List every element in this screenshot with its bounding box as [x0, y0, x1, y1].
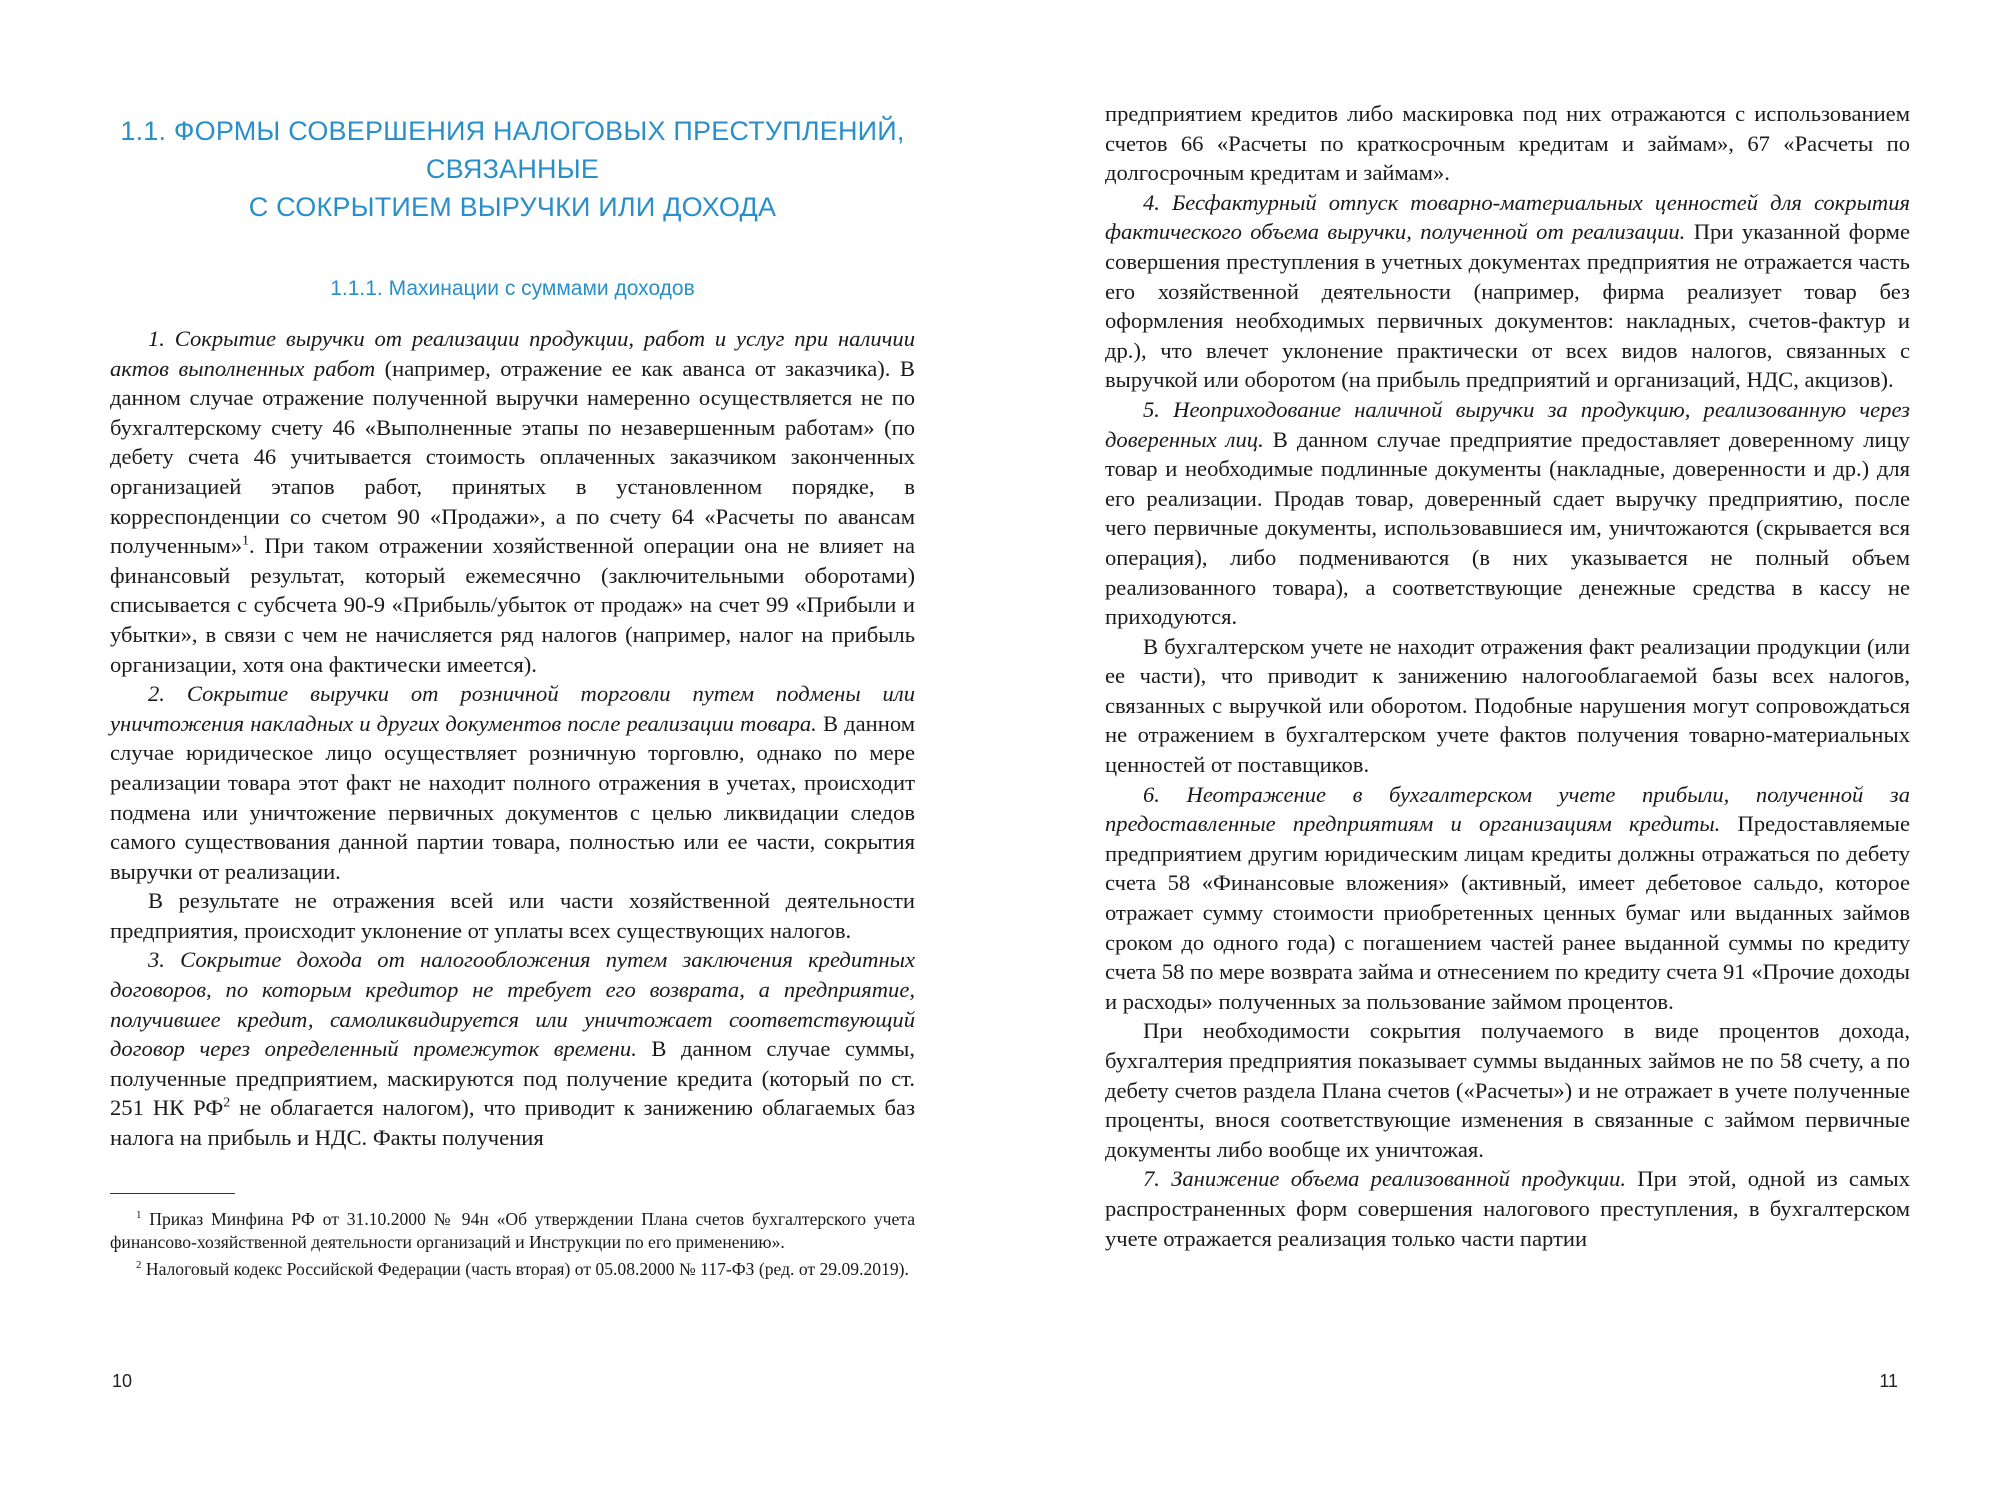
footnote-1-number: 1 [136, 1208, 142, 1221]
chapter-title [110, 112, 915, 226]
footnote-1 [110, 1208, 915, 1254]
chapter-title-line1: 1.1. ФОРМЫ СОВЕРШЕНИЯ НАЛОГОВЫХ ПРЕСТУПЛЕНИЙ, СВЯЗАННЫЕ [120, 116, 905, 184]
paragraph-10 [1105, 1164, 1910, 1253]
paragraph-4-text-a: В данном случае суммы, полученные предприятием, маскируются под получение кредита (который по ст. 251 НК РФ [110, 1036, 915, 1121]
right-body-text [1105, 99, 1910, 1253]
paragraph-1-heading: 1. Сокрытие выручки от реализации продукции, работ и услуг при наличии актов выполненных работ [110, 326, 915, 381]
paragraph-5-text: При указанной форме совершения преступления в учетных документах предприятия не отражается часть его хозяйственной деятельности (например, фирма реализует товар без оформления необходимых первичных документов: накладных, счетов-фактур и др.), что влечет уклонение практически от всех видов налогов, связанных с выручкой или оборотом (на прибыль предприятий и организаций, НДС, акцизов). [1105, 219, 1910, 393]
footnote-2-text: Налоговый кодекс Российской Федерации (часть вторая) от 05.08.2000 № 117-ФЗ (ред. от 29.09.2019). [145, 1258, 909, 1279]
paragraph-8 [1105, 780, 1910, 1017]
paragraph-2-heading: 2. Сокрытие выручки от розничной торговли путем подмены или уничтожения накладных и других документов после реализации товара. [110, 681, 915, 736]
paragraph-5 [1105, 188, 1910, 395]
paragraph-4 [110, 945, 915, 1152]
paragraph-continued: предприятием кредитов либо маскировка под них отражаются с использованием счетов 66 «Расчеты по краткосрочным кредитам и займам», 67 «Расчеты по долгосрочным кредитам и займам». [1105, 101, 1910, 186]
paragraph-10-text: При этой, одной из самых распространенных форм совершения налогового преступления, в бухгалтерском учете отражается реализация только части партии [1105, 1166, 1911, 1251]
paragraph-10-heading: 7. Занижение объема реализованной продукции. [1143, 1166, 1627, 1192]
paragraph-3: В результате не отражения всей или части хозяйственной деятельности предприятия, происходит уклонение от уплаты всех существующих налогов. [110, 888, 915, 943]
paragraph-6 [1105, 395, 1910, 632]
paragraph-8-heading: 6. Неотражение в бухгалтерском учете прибыли, полученной за предоставленные предприятиям и организациям кредиты. [1105, 781, 1910, 837]
footnote-2 [110, 1258, 915, 1281]
page-number-left: 10 [112, 1371, 133, 1391]
footnote-2-marker: 2 [223, 1095, 231, 1111]
paragraph-4-heading: 3. Сокрытие дохода от налогообложения путем заключения кредитных договоров, по которым кредитор не требует его возврата, а предприятие, получившее кредит, самоликвидируется или уничтожает соответствующий договор через определенный промежуток времени. [110, 947, 915, 1062]
footnote-divider [110, 1193, 235, 1194]
footnote-1-text: Приказ Минфина РФ от 31.10.2000 № 94н «Об утверждении Плана счетов бухгалтерского учета финансово-хозяйственной деятельности организаций и Инструкции по его применению». [110, 1208, 916, 1252]
footnote-1-marker: 1 [242, 533, 250, 549]
paragraph-2 [110, 679, 915, 886]
paragraph-7: В бухгалтерском учете не находит отражения факт реализации продукции (или ее части), что приводит к занижению налогооблагаемой базы всех налогов, связанных с выручкой или оборотом. Подобные нарушения могут сопровождаться не отражением в бухгалтерском учете фактов получения товарно-материальных ценностей от поставщиков. [1105, 633, 1910, 778]
left-body-text [110, 324, 915, 1153]
section-title: 1.1.1. Махинации с суммами доходов [330, 277, 695, 300]
paragraph-1-text-a: (например, отражение ее как аванса от заказчика). В данном случае отражение полученной выручки намеренно осуществляется не по бухгалтерскому счету 46 «Выполненные этапы по незавершенным работам» (по дебету счета 46 учитывается стоимость оплаченных заказчиком законченных организацией этапов работ, принятых в установленном порядке, в корреспонденции со счетом 90 «Продажи», а по счету 64 «Расчеты по авансам полученным» [110, 355, 915, 559]
left-page [110, 0, 915, 1495]
paragraph-5-heading: 4. Бесфактурный отпуск товарно-материальных ценностей для сокрытия фактического объема выручки, полученной от реализации. [1105, 189, 1910, 245]
paragraph-1 [110, 324, 915, 679]
footnotes [110, 1208, 915, 1281]
page-number-right: 11 [1879, 1371, 1898, 1391]
paragraph-4-text-b: не облагается налогом), что приводит к занижению облагаемых баз налога на прибыль и НДС. Факты получения [110, 1095, 915, 1151]
footnote-2-number: 2 [136, 1258, 142, 1271]
paragraph-2-text: В данном случае юридическое лицо осуществляет розничную торговлю, однако по мере реализации товара этот факт не находит полного отражения в учетах, происходит подмена или уничтожение первичных документов с целью ликвидации следов самого существования данной партии товара, полностью или ее части, сокрытия выручки от реализации. [110, 710, 915, 884]
paragraph-1-text-b: . При таком отражении хозяйственной операции она не влияет на финансовый результат, который ежемесячно (заключительными оборотами) списывается с субсчета 90-9 «Прибыль/убыток от продаж» на счет 99 «Прибыли и убытки», в связи с чем не начисляется ряд налогов (например, налог на прибыль организации, хотя она фактически имеется). [110, 533, 915, 677]
paragraph-9: При необходимости сокрытия получаемого в виде процентов дохода, бухгалтерия предприятия показывает суммы выданных займов не по 58 счету, а по дебету счетов раздела Плана счетов («Расчеты») и не отражает в учете полученные проценты, внося соответствующие изменения в связанные с займом первичные документы либо вообще их уничтожая. [1105, 1018, 1910, 1162]
paragraph-8-text: Предоставляемые предприятием другим юридическим лицам кредиты должны отражаться по дебету счета 58 «Финансовые вложения» (активный, имеет дебетовое сальдо, которое отражает сумму стоимости приобретенных ценных бумаг или выданных займов сроком до одного года) с погашением частей ранее выданной суммы по кредиту счета 58 по мере возврата займа и отнесением по кредиту счета 91 «Прочие доходы и расходы» полученных за пользование займом процентов. [1105, 811, 1911, 1014]
paragraph-6-heading: 5. Неоприходование наличной выручки за продукцию, реализованную через доверенных лиц. [1105, 396, 1910, 452]
chapter-title-line2: С СОКРЫТИЕМ ВЫРУЧКИ ИЛИ ДОХОДА [248, 192, 777, 222]
paragraph-6-text: В данном случае предприятие предоставляет доверенному лицу товар и необходимые подлинные документы (накладные, доверенности и др.) для его реализации. Продав товар, доверенный сдает выручку предприятию, после чего первичные документы, использовавшиеся им, уничтожаются (скрывается вся операция), либо подмениваются (в них указывается не полный объем реализованного товара), а соответствующие денежные средства в кассу не приходуются. [1105, 426, 1910, 630]
right-page [1105, 0, 1910, 1495]
